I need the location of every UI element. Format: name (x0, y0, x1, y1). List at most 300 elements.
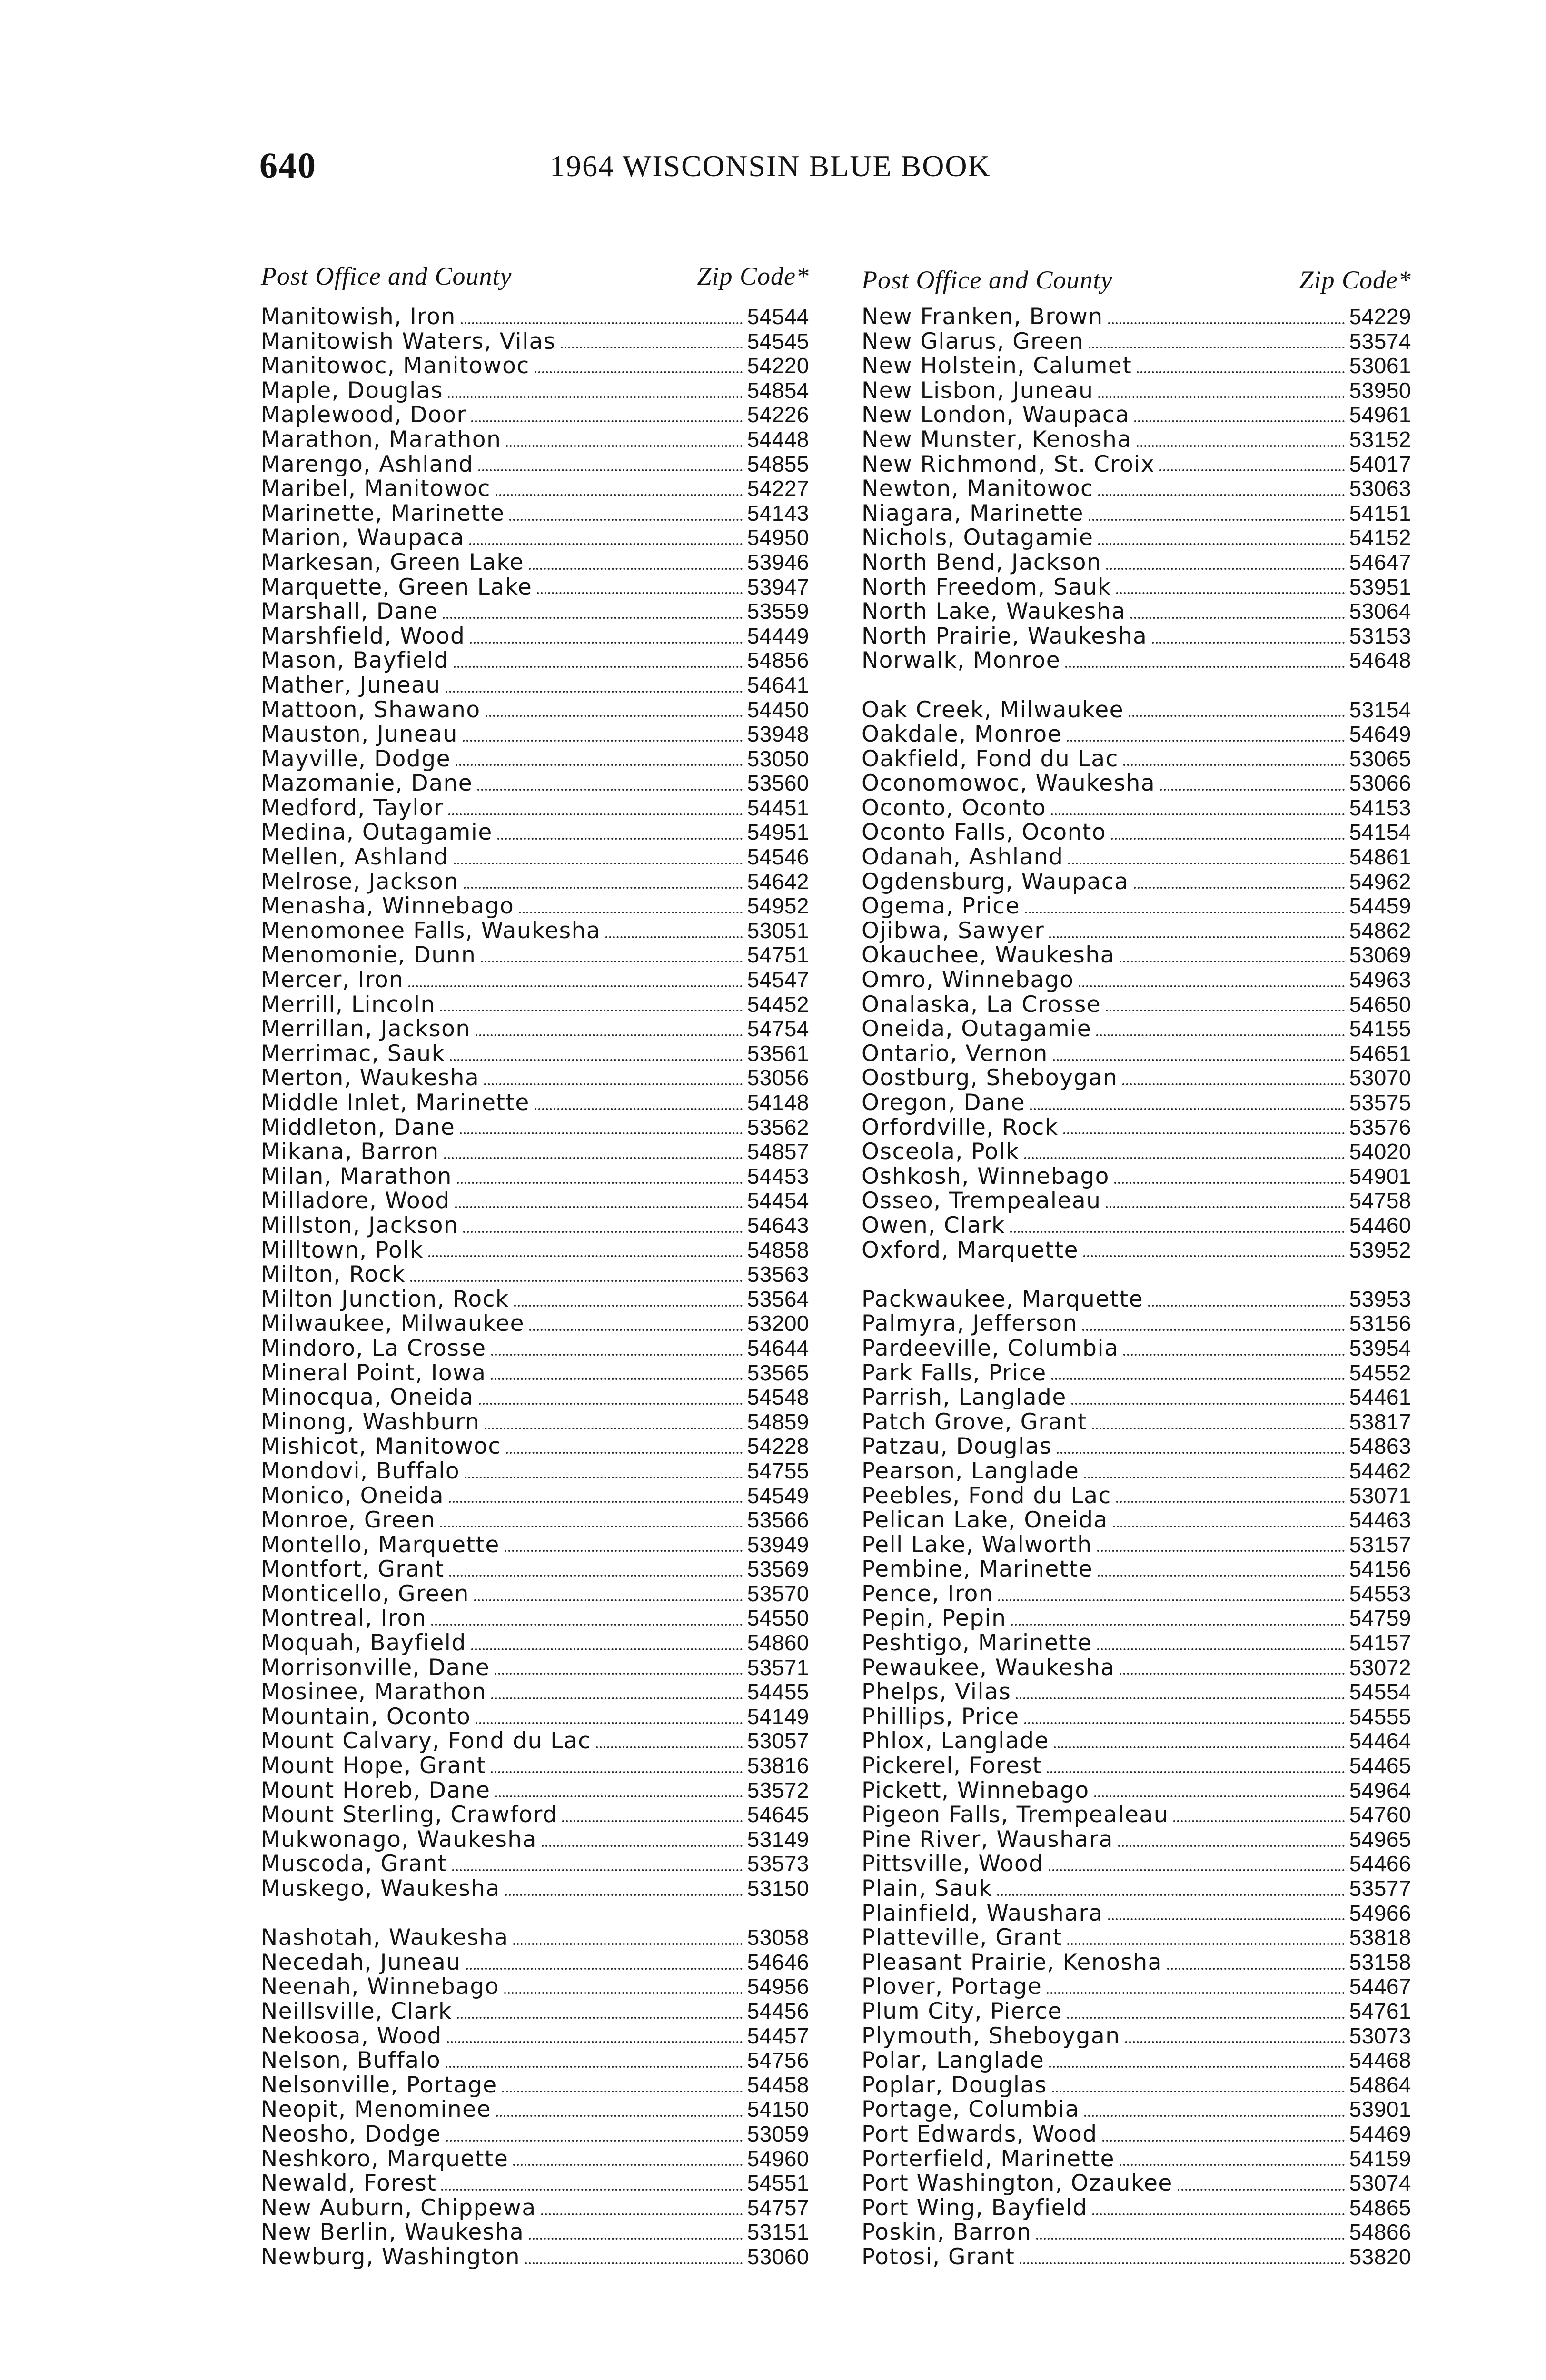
post-office-name: Platteville, Grant (862, 1924, 1062, 1951)
zip-code: 53056 (747, 1065, 809, 1091)
post-office-entry (862, 1631, 1411, 1656)
zip-code: 54751 (747, 942, 809, 968)
post-office-name: Mauston, Juneau (261, 721, 458, 748)
zip-code: 54649 (1349, 722, 1411, 747)
post-office-name: Potosi, Grant (862, 2243, 1015, 2270)
dot-leader (1065, 661, 1344, 668)
post-office-entry (261, 1582, 809, 1606)
post-office-entry (862, 1803, 1411, 1827)
post-office-entry (261, 427, 809, 452)
dot-leader (1084, 2110, 1345, 2117)
post-office-name: Phelps, Vilas (862, 1679, 1011, 1706)
post-office-name: Merton, Waukesha (261, 1065, 480, 1091)
dot-leader (605, 932, 742, 938)
post-office-entry (862, 2048, 1411, 2073)
dot-leader (596, 1742, 743, 1748)
post-office-name: Mindoro, La Crosse (261, 1335, 486, 1361)
post-office-name: Nichols, Outagamie (862, 525, 1094, 551)
post-office-name: Maribel, Manitowoc (261, 476, 491, 502)
post-office-entry (261, 1754, 809, 1778)
post-office-entry (862, 452, 1411, 477)
post-office-name: Okauchee, Waukesha (862, 942, 1115, 969)
dot-leader (1024, 1717, 1345, 1724)
post-office-entry (862, 870, 1411, 894)
post-office-entry (862, 1533, 1411, 1557)
dot-leader (446, 2135, 743, 2142)
dot-leader (1125, 2036, 1345, 2043)
post-office-entry (261, 1974, 809, 1999)
post-office-name: Pembine, Marinette (862, 1556, 1093, 1583)
post-office-entry (862, 1950, 1411, 1975)
post-office-entry (261, 1361, 809, 1386)
zip-code: 53571 (747, 1655, 809, 1680)
zip-code: 53563 (747, 1262, 809, 1287)
zip-code: 54856 (747, 648, 809, 673)
zip-code: 54859 (747, 1409, 809, 1434)
zip-code: 53073 (1349, 2023, 1411, 2048)
post-office-name: Menomonie, Dunn (261, 942, 476, 969)
zip-code: 54760 (1349, 1802, 1411, 1827)
post-office-entry (862, 1656, 1411, 1680)
zip-code: 53060 (747, 2244, 809, 2269)
dot-leader (1052, 2086, 1345, 2092)
dot-leader (1134, 882, 1345, 889)
post-office-name: Mount Hope, Grant (261, 1753, 486, 1779)
post-office-entry (261, 2245, 809, 2270)
post-office-entry (862, 992, 1411, 1017)
post-office-name: Oconomowoc, Waukesha (862, 770, 1156, 797)
dot-leader (496, 2110, 743, 2117)
zip-code: 54553 (1349, 1581, 1411, 1606)
post-office-entry (261, 673, 809, 698)
dot-leader (1178, 2184, 1345, 2191)
post-office-entry (862, 1680, 1411, 1705)
post-office-name: Mondovi, Buffalo (261, 1458, 460, 1484)
post-office-name: Mosinee, Marathon (261, 1679, 487, 1706)
post-office-entry (862, 1754, 1411, 1778)
zip-code: 54456 (747, 1998, 809, 2023)
dot-leader (452, 1864, 743, 1871)
dot-leader (454, 661, 743, 668)
dot-leader (481, 956, 742, 962)
post-office-name: Marathon, Marathon (261, 426, 502, 453)
dot-leader (448, 391, 743, 398)
dot-leader (1097, 1644, 1345, 1650)
zip-code: 54951 (747, 820, 809, 845)
dot-leader (1010, 1226, 1345, 1233)
post-office-entry (862, 1557, 1411, 1582)
post-office-entry (261, 575, 809, 600)
post-office-entry (862, 894, 1411, 919)
zip-code: 53569 (747, 1557, 809, 1582)
post-office-entry (261, 1017, 809, 1041)
zip-code: 54552 (1349, 1360, 1411, 1385)
zip-code: 54464 (1349, 1728, 1411, 1754)
post-office-name: Mazomanie, Dane (261, 770, 473, 797)
dot-leader (1160, 465, 1344, 471)
zip-code: 54468 (1349, 2048, 1411, 2073)
dot-leader (1071, 1398, 1345, 1405)
post-office-entry (862, 1385, 1411, 1410)
zip-code: 54229 (1349, 304, 1411, 329)
dot-leader (470, 637, 742, 644)
post-office-entry (862, 1140, 1411, 1164)
post-office-name: Plainfield, Waushara (862, 1900, 1103, 1926)
post-office-name: Onalaska, La Crosse (862, 991, 1101, 1018)
dot-leader (1068, 858, 1344, 864)
zip-code: 54964 (1349, 1777, 1411, 1803)
post-office-entry (862, 1508, 1411, 1533)
dot-leader (535, 367, 743, 373)
post-office-name: Oconto Falls, Oconto (862, 819, 1107, 846)
zip-code: 53954 (1349, 1335, 1411, 1360)
entry-group (261, 1925, 809, 2269)
post-office-entry (261, 1434, 809, 1459)
post-office-entry (862, 1582, 1411, 1606)
zip-code: 53063 (1349, 476, 1411, 501)
zip-code: 53058 (747, 1925, 809, 1950)
dot-leader (1047, 1766, 1345, 1773)
zip-code: 54550 (747, 1606, 809, 1631)
dot-leader (477, 784, 742, 791)
zip-code: 54857 (747, 1139, 809, 1164)
post-office-entry (261, 2171, 809, 2196)
post-office-entry (862, 329, 1411, 354)
zip-code: 54143 (747, 500, 809, 526)
zip-code: 54960 (747, 2146, 809, 2171)
zip-code: 53946 (747, 549, 809, 575)
post-office-entry (261, 1705, 809, 1729)
dot-leader (505, 1545, 743, 1552)
dot-leader (1020, 2258, 1344, 2264)
post-office-entry (261, 1410, 809, 1435)
post-office-entry (862, 1287, 1411, 1312)
dot-leader (1047, 1987, 1344, 1994)
post-office-name: Melrose, Jackson (261, 868, 459, 895)
post-office-entry (862, 305, 1411, 329)
zip-code: 54152 (1349, 525, 1411, 550)
zip-code: 53573 (747, 1851, 809, 1876)
zip-code: 53057 (747, 1728, 809, 1754)
post-office-entry (862, 526, 1411, 550)
zip-code: 53072 (1349, 1655, 1411, 1680)
zip-code: 54756 (747, 2048, 809, 2073)
post-office-name: Pewaukee, Waukesha (862, 1654, 1115, 1681)
zip-heading: Zip Code* (1299, 266, 1411, 294)
zip-code: 53059 (747, 2121, 809, 2146)
post-office-name: New Auburn, Chippewa (261, 2194, 536, 2221)
post-office-entry (862, 1410, 1411, 1435)
post-office-entry (862, 1238, 1411, 1263)
zip-code: 54157 (1349, 1630, 1411, 1656)
dot-leader (491, 1349, 743, 1356)
post-office-entry (862, 2171, 1411, 2196)
dot-leader (1089, 514, 1345, 521)
post-office-entry (261, 1803, 809, 1827)
post-office-entry (862, 624, 1411, 649)
post-office-entry (862, 501, 1411, 526)
zip-code: 54547 (747, 967, 809, 992)
post-office-entry (261, 2024, 809, 2049)
zip-code: 54457 (747, 2023, 809, 2048)
post-office-entry (261, 501, 809, 526)
dot-leader (1067, 1938, 1345, 1945)
post-office-entry (862, 1041, 1411, 1066)
zip-code: 54467 (1349, 1974, 1411, 1999)
post-office-entry (862, 575, 1411, 600)
dot-leader (1129, 710, 1345, 717)
dot-leader (525, 2258, 743, 2264)
dot-leader (1092, 2209, 1345, 2215)
post-office-entry (261, 1115, 809, 1140)
dot-leader (1106, 1201, 1344, 1208)
dot-leader (1108, 1914, 1345, 1920)
post-office-entry (862, 476, 1411, 501)
dot-leader (1102, 2135, 1345, 2142)
dot-leader (1053, 1054, 1345, 1061)
dot-leader (1098, 538, 1344, 545)
zip-code: 54643 (747, 1212, 809, 1238)
post-office-name: Marquette, Green Lake (261, 574, 533, 600)
post-office-name: New Berlin, Waukesha (261, 2219, 525, 2246)
post-office-entry (862, 2024, 1411, 2049)
dot-leader (496, 489, 743, 496)
post-office-entry (261, 747, 809, 772)
dot-leader (1122, 1079, 1344, 1085)
post-office-name: Pelican Lake, Oneida (862, 1507, 1108, 1534)
dot-leader (1089, 342, 1345, 348)
dot-leader (1108, 317, 1345, 324)
zip-code: 54451 (747, 795, 809, 820)
dot-leader (561, 342, 743, 348)
post-office-name: Milton, Rock (261, 1261, 406, 1288)
dot-leader (1123, 759, 1345, 766)
dot-leader (1083, 1250, 1345, 1257)
entry-group (261, 305, 809, 1901)
post-office-entry (261, 1533, 809, 1557)
post-office-name: Markesan, Green Lake (261, 549, 524, 575)
zip-code: 54156 (1349, 1557, 1411, 1582)
zip-code: 54962 (1349, 869, 1411, 894)
post-office-entry (261, 648, 809, 673)
dot-leader (506, 1447, 743, 1454)
dot-leader (1025, 907, 1345, 913)
post-office-entry (862, 1361, 1411, 1386)
post-office-name: Mikana, Barron (261, 1139, 439, 1165)
zip-code: 54555 (1349, 1704, 1411, 1729)
dot-leader (476, 1717, 742, 1724)
dot-leader (1096, 1030, 1344, 1036)
zip-code: 54950 (747, 525, 809, 550)
post-office-entry (261, 329, 809, 354)
post-office-name: Packwaukee, Marquette (862, 1286, 1144, 1312)
post-office-name: Neenah, Winnebago (261, 1973, 499, 2000)
zip-code: 54644 (747, 1335, 809, 1360)
dot-leader (1092, 1423, 1345, 1429)
zip-code: 54860 (747, 1630, 809, 1656)
dot-leader (1120, 2159, 1345, 2166)
post-office-name: Manitowoc, Manitowoc (261, 353, 530, 379)
post-office-entry (261, 476, 809, 501)
zip-code: 54149 (747, 1704, 809, 1729)
dot-leader (1106, 1005, 1344, 1012)
post-office-name: Phlox, Langlade (862, 1728, 1049, 1755)
post-office-name: Pine River, Waushara (862, 1826, 1113, 1853)
dot-leader (469, 538, 743, 545)
dot-leader (1079, 981, 1344, 987)
post-office-name: Pickerel, Forest (862, 1753, 1042, 1779)
dot-leader (1134, 416, 1344, 422)
post-office-entry (261, 1238, 809, 1263)
post-office-name: Porterfield, Marinette (862, 2145, 1115, 2172)
post-office-entry (261, 1729, 809, 1754)
post-office-entry (862, 1827, 1411, 1852)
zip-code: 53574 (1349, 328, 1411, 354)
post-office-name: Patch Grove, Grant (862, 1408, 1087, 1435)
post-office-entry (261, 1066, 809, 1091)
zip-code: 53951 (1349, 574, 1411, 599)
dot-leader (513, 2159, 742, 2166)
zip-code: 53566 (747, 1507, 809, 1533)
post-office-entry (862, 1999, 1411, 2024)
post-office-entry (862, 2122, 1411, 2147)
post-office-entry (261, 820, 809, 845)
dot-leader (464, 882, 743, 889)
zip-code: 53952 (1349, 1237, 1411, 1262)
post-office-name: Montfort, Grant (261, 1556, 445, 1583)
dot-leader (463, 735, 743, 742)
dot-leader (461, 317, 743, 324)
zip-code: 53158 (1349, 1949, 1411, 1974)
dot-leader (1094, 1791, 1345, 1797)
post-office-name: Oak Creek, Milwaukee (862, 696, 1124, 723)
dot-leader (484, 1079, 742, 1085)
post-office-name: Patzau, Douglas (862, 1433, 1052, 1460)
post-office-name: Middle Inlet, Marinette (261, 1090, 530, 1116)
post-office-entry (261, 1508, 809, 1533)
zip-code: 53050 (747, 746, 809, 771)
post-office-name: Park Falls, Price (862, 1359, 1047, 1386)
zip-code: 54020 (1349, 1139, 1411, 1164)
post-office-name: Port Washington, Ozaukee (862, 2170, 1173, 2197)
post-office-entry (862, 1066, 1411, 1091)
post-office-entry (862, 1336, 1411, 1361)
post-office-name: Mellen, Ashland (261, 844, 449, 871)
dot-leader (428, 1250, 743, 1257)
dot-leader (1097, 1545, 1345, 1552)
post-office-entry (261, 722, 809, 747)
post-office-name: Oconto, Oconto (862, 794, 1047, 821)
dot-leader (1123, 1349, 1344, 1356)
zip-code: 54450 (747, 697, 809, 722)
zip-code: 53572 (747, 1777, 809, 1803)
dot-leader (1016, 1693, 1344, 1699)
dot-leader (1130, 612, 1344, 619)
post-office-entry (862, 1213, 1411, 1238)
post-office-entry (261, 894, 809, 919)
post-office-name: Mountain, Oconto (261, 1703, 471, 1730)
post-office-entry (261, 550, 809, 575)
dot-leader (476, 1030, 743, 1036)
dot-leader (460, 1128, 742, 1134)
dot-leader (1173, 1815, 1345, 1822)
post-office-entry (261, 796, 809, 821)
zip-code: 53570 (747, 1581, 809, 1606)
dot-leader (454, 858, 743, 864)
dot-leader (1049, 2061, 1344, 2068)
dot-leader (535, 1103, 743, 1110)
post-office-entry (862, 403, 1411, 427)
post-office-name: North Prairie, Waukesha (862, 623, 1148, 649)
dot-leader (1084, 1472, 1344, 1478)
post-office-name: Pigeon Falls, Trempealeau (862, 1802, 1169, 1828)
dot-leader (466, 1963, 743, 1970)
dot-leader (1036, 2233, 1344, 2240)
dot-leader (1111, 833, 1345, 840)
post-office-name: Marinette, Marinette (261, 500, 505, 526)
post-office-entry (862, 1091, 1411, 1115)
post-office-entry (261, 1213, 809, 1238)
post-office-entry (862, 1311, 1411, 1336)
post-office-name: Portage, Columbia (862, 2096, 1080, 2123)
post-office-name: Oostburg, Sheboygan (862, 1065, 1118, 1091)
post-office-name: Osceola, Polk (862, 1139, 1020, 1165)
post-office-entry (261, 1999, 809, 2024)
dot-leader (491, 1766, 742, 1773)
dot-leader (1137, 440, 1345, 447)
zip-code: 54453 (747, 1163, 809, 1189)
post-office-name: Mount Calvary, Fond du Lac (261, 1728, 591, 1755)
zip-code: 54460 (1349, 1212, 1411, 1238)
zip-code: 53064 (1349, 599, 1411, 624)
post-office-name: New Munster, Kenosha (862, 426, 1132, 453)
post-office-name: Merrimac, Sauk (261, 1040, 446, 1067)
post-office-name: Muskego, Waukesha (261, 1875, 500, 1902)
zip-code: 53065 (1349, 746, 1411, 771)
zip-code: 54154 (1349, 820, 1411, 845)
zip-code: 54650 (1349, 992, 1411, 1017)
dot-leader (1137, 367, 1344, 373)
zip-code: 54858 (747, 1237, 809, 1262)
zip-code: 53575 (1349, 1090, 1411, 1115)
post-office-name: Mount Horeb, Dane (261, 1777, 491, 1804)
zip-code: 54545 (747, 328, 809, 354)
zip-code: 54469 (1349, 2121, 1411, 2146)
zip-code: 53066 (1349, 771, 1411, 796)
post-office-name: Oakfield, Fond du Lac (862, 745, 1119, 772)
post-office-name: Palmyra, Jefferson (862, 1310, 1078, 1337)
zip-code: 54551 (747, 2171, 809, 2196)
post-office-entry (261, 1656, 809, 1680)
dot-leader (457, 1177, 743, 1184)
zip-code: 54544 (747, 304, 809, 329)
zip-code: 54150 (747, 2097, 809, 2122)
zip-heading: Zip Code* (697, 262, 809, 290)
dot-leader (562, 1815, 742, 1822)
post-office-entry (261, 1336, 809, 1361)
post-office-name: Nashotah, Waukesha (261, 1924, 509, 1951)
dot-leader (443, 612, 742, 619)
post-office-name: Owen, Clark (862, 1212, 1005, 1239)
dot-leader (457, 2012, 743, 2019)
zip-code: 54448 (747, 426, 809, 452)
zip-code: 54758 (1349, 1188, 1411, 1213)
post-office-entry (261, 1311, 809, 1336)
post-office-name: New Holstein, Calumet (862, 353, 1132, 379)
post-office-entry (862, 1705, 1411, 1729)
post-office-name: Millston, Jackson (261, 1212, 459, 1239)
zip-code: 54466 (1349, 1851, 1411, 1876)
